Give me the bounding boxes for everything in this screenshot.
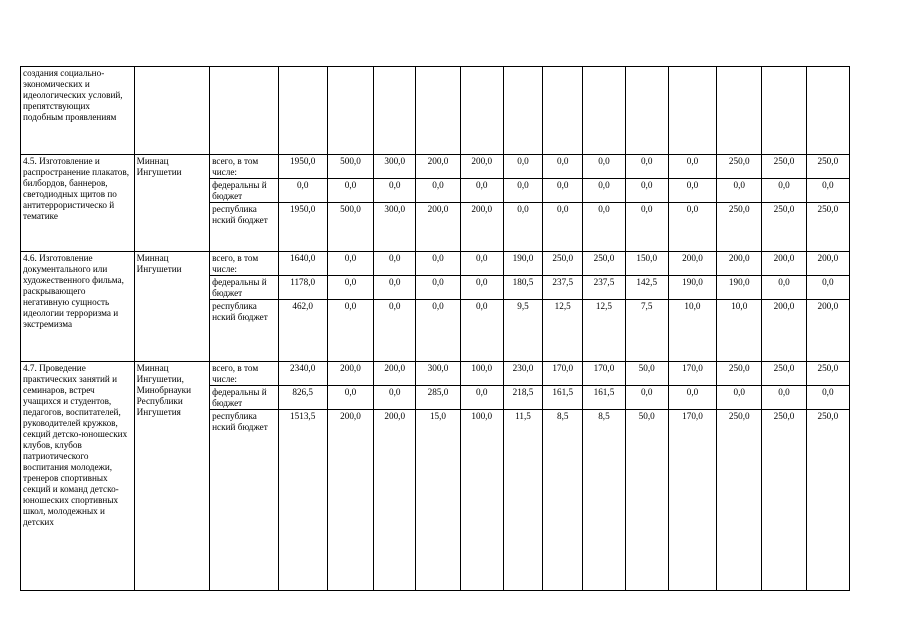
amount-cell: 200,0 (374, 362, 416, 386)
measure-name-cell: создания социально-экономических и идеологических условий, препятствующих подобным проявлениям (21, 67, 135, 155)
amount-cell: 300,0 (374, 155, 416, 179)
amount-cell: 0,0 (625, 386, 668, 410)
funding-source-cell: всего, в том числе: (210, 362, 278, 386)
amount-cell: 9,5 (503, 300, 542, 362)
amount-cell: 0,0 (668, 203, 716, 252)
amount-cell: 250,0 (717, 155, 762, 179)
amount-cell: 0,0 (460, 386, 503, 410)
amount-cell: 250,0 (583, 252, 625, 276)
amount-cell: 250,0 (543, 252, 583, 276)
amount-cell: 0,0 (762, 179, 806, 203)
amount-cell: 200,0 (762, 300, 806, 362)
empty-cell (416, 67, 460, 155)
funding-source-cell: республика нский бюджет (210, 203, 278, 252)
amount-cell: 0,0 (374, 179, 416, 203)
empty-cell (543, 67, 583, 155)
amount-cell: 250,0 (717, 410, 762, 591)
amount-cell: 200,0 (374, 410, 416, 591)
measure-name-cell: 4.6. Изготовление документального или художественного фильма, раскрывающего негативную сущность идеологии терроризма и экстремизма (21, 252, 135, 362)
amount-cell: 200,0 (460, 203, 503, 252)
amount-cell: 230,0 (503, 362, 542, 386)
amount-cell: 1640,0 (278, 252, 327, 276)
amount-cell: 200,0 (762, 252, 806, 276)
amount-cell: 0,0 (278, 179, 327, 203)
amount-cell: 10,0 (668, 300, 716, 362)
amount-cell: 0,0 (625, 179, 668, 203)
funding-source-cell: федеральны й бюджет (210, 276, 278, 300)
amount-cell: 8,5 (543, 410, 583, 591)
amount-cell: 0,0 (503, 179, 542, 203)
amount-cell: 0,0 (762, 386, 806, 410)
amount-cell: 8,5 (583, 410, 625, 591)
amount-cell: 237,5 (543, 276, 583, 300)
amount-cell: 170,0 (543, 362, 583, 386)
executor-cell: Миннац Ингушетии (134, 252, 209, 362)
amount-cell: 250,0 (762, 155, 806, 179)
empty-cell (668, 67, 716, 155)
amount-cell: 0,0 (374, 386, 416, 410)
amount-cell: 250,0 (762, 362, 806, 386)
empty-cell (806, 67, 849, 155)
amount-cell: 1950,0 (278, 203, 327, 252)
amount-cell: 200,0 (806, 300, 849, 362)
amount-cell: 7,5 (625, 300, 668, 362)
amount-cell: 0,0 (806, 276, 849, 300)
amount-cell: 300,0 (416, 362, 460, 386)
table-row (21, 67, 850, 155)
amount-cell: 500,0 (327, 203, 373, 252)
empty-cell (717, 67, 762, 155)
amount-cell: 250,0 (806, 362, 849, 386)
executor-cell: Миннац Ингушетии (134, 155, 209, 252)
amount-cell: 0,0 (460, 276, 503, 300)
amount-cell: 0,0 (543, 203, 583, 252)
amount-cell: 250,0 (717, 203, 762, 252)
amount-cell: 180,5 (503, 276, 542, 300)
amount-cell: 1513,5 (278, 410, 327, 591)
amount-cell: 170,0 (583, 362, 625, 386)
amount-cell: 0,0 (543, 155, 583, 179)
amount-cell: 218,5 (503, 386, 542, 410)
amount-cell: 161,5 (543, 386, 583, 410)
amount-cell: 0,0 (460, 300, 503, 362)
amount-cell: 50,0 (625, 410, 668, 591)
amount-cell: 250,0 (717, 362, 762, 386)
amount-cell: 1178,0 (278, 276, 327, 300)
amount-cell: 0,0 (762, 276, 806, 300)
funding-source-cell: федеральны й бюджет (210, 179, 278, 203)
amount-cell: 250,0 (806, 410, 849, 591)
amount-cell: 200,0 (460, 155, 503, 179)
empty-cell (278, 67, 327, 155)
empty-cell (460, 67, 503, 155)
funding-source-cell: всего, в том числе: (210, 252, 278, 276)
empty-cell (210, 67, 278, 155)
amount-cell: 50,0 (625, 362, 668, 386)
measure-name-cell: 4.7. Проведение практических занятий и семинаров, встреч учащихся и студентов, педагогов, воспитателей, руководителей кружков, секций детско-юношеских клубов, клубов патриотического воспитания молодежи, тренеров спортивных секций и команд детско-юношеских спортивных школ, молодежных и детских (21, 362, 135, 591)
empty-cell (327, 67, 373, 155)
funding-source-cell: всего, в том числе: (210, 155, 278, 179)
amount-cell: 0,0 (583, 179, 625, 203)
amount-cell: 285,0 (416, 386, 460, 410)
amount-cell: 0,0 (625, 203, 668, 252)
amount-cell: 0,0 (583, 203, 625, 252)
funding-source-cell: республика нский бюджет (210, 410, 278, 591)
amount-cell: 500,0 (327, 155, 373, 179)
amount-cell: 0,0 (460, 179, 503, 203)
empty-cell (134, 67, 209, 155)
empty-cell (762, 67, 806, 155)
amount-cell: 190,0 (503, 252, 542, 276)
funding-source-cell: федеральны й бюджет (210, 386, 278, 410)
amount-cell: 150,0 (625, 252, 668, 276)
empty-cell (374, 67, 416, 155)
table-row (21, 155, 850, 179)
amount-cell: 161,5 (583, 386, 625, 410)
amount-cell: 250,0 (806, 203, 849, 252)
amount-cell: 0,0 (374, 276, 416, 300)
amount-cell: 0,0 (327, 300, 373, 362)
amount-cell: 826,5 (278, 386, 327, 410)
amount-cell: 1950,0 (278, 155, 327, 179)
amount-cell: 200,0 (416, 203, 460, 252)
empty-cell (625, 67, 668, 155)
budget-table-page (20, 66, 850, 602)
amount-cell: 0,0 (374, 300, 416, 362)
amount-cell: 200,0 (416, 155, 460, 179)
measure-name-cell: 4.5. Изготовление и распространение плакатов, билбордов, баннеров, светодиодных щитов по антитеррористическо й тематике (21, 155, 135, 252)
amount-cell: 190,0 (668, 276, 716, 300)
amount-cell: 190,0 (717, 276, 762, 300)
amount-cell: 0,0 (460, 252, 503, 276)
amount-cell: 0,0 (416, 300, 460, 362)
amount-cell: 0,0 (806, 179, 849, 203)
amount-cell: 100,0 (460, 362, 503, 386)
amount-cell: 170,0 (668, 410, 716, 591)
amount-cell: 0,0 (717, 179, 762, 203)
amount-cell: 0,0 (327, 179, 373, 203)
amount-cell: 0,0 (668, 179, 716, 203)
amount-cell: 200,0 (717, 252, 762, 276)
table-row (21, 362, 850, 386)
amount-cell: 0,0 (503, 155, 542, 179)
amount-cell: 237,5 (583, 276, 625, 300)
amount-cell: 2340,0 (278, 362, 327, 386)
executor-cell: Миннац Ингушетии, Минобрнауки Республики Ингушетия (134, 362, 209, 591)
amount-cell: 12,5 (543, 300, 583, 362)
amount-cell: 100,0 (460, 410, 503, 591)
amount-cell: 142,5 (625, 276, 668, 300)
amount-cell: 250,0 (762, 203, 806, 252)
amount-cell: 300,0 (374, 203, 416, 252)
amount-cell: 200,0 (327, 410, 373, 591)
budget-table (20, 66, 850, 591)
amount-cell: 0,0 (416, 252, 460, 276)
funding-source-cell: республика нский бюджет (210, 300, 278, 362)
amount-cell: 170,0 (668, 362, 716, 386)
amount-cell: 11,5 (503, 410, 542, 591)
empty-cell (503, 67, 542, 155)
amount-cell: 0,0 (583, 155, 625, 179)
amount-cell: 0,0 (806, 386, 849, 410)
amount-cell: 0,0 (668, 155, 716, 179)
amount-cell: 12,5 (583, 300, 625, 362)
amount-cell: 0,0 (625, 155, 668, 179)
amount-cell: 200,0 (806, 252, 849, 276)
amount-cell: 0,0 (416, 276, 460, 300)
amount-cell: 462,0 (278, 300, 327, 362)
amount-cell: 0,0 (374, 252, 416, 276)
amount-cell: 200,0 (327, 362, 373, 386)
amount-cell: 0,0 (327, 276, 373, 300)
amount-cell: 0,0 (327, 386, 373, 410)
empty-cell (583, 67, 625, 155)
amount-cell: 15,0 (416, 410, 460, 591)
table-row (21, 252, 850, 276)
amount-cell: 250,0 (806, 155, 849, 179)
amount-cell: 0,0 (668, 386, 716, 410)
amount-cell: 0,0 (327, 252, 373, 276)
amount-cell: 0,0 (503, 203, 542, 252)
amount-cell: 200,0 (668, 252, 716, 276)
amount-cell: 0,0 (543, 179, 583, 203)
amount-cell: 0,0 (416, 179, 460, 203)
amount-cell: 10,0 (717, 300, 762, 362)
amount-cell: 250,0 (762, 410, 806, 591)
amount-cell: 0,0 (717, 386, 762, 410)
